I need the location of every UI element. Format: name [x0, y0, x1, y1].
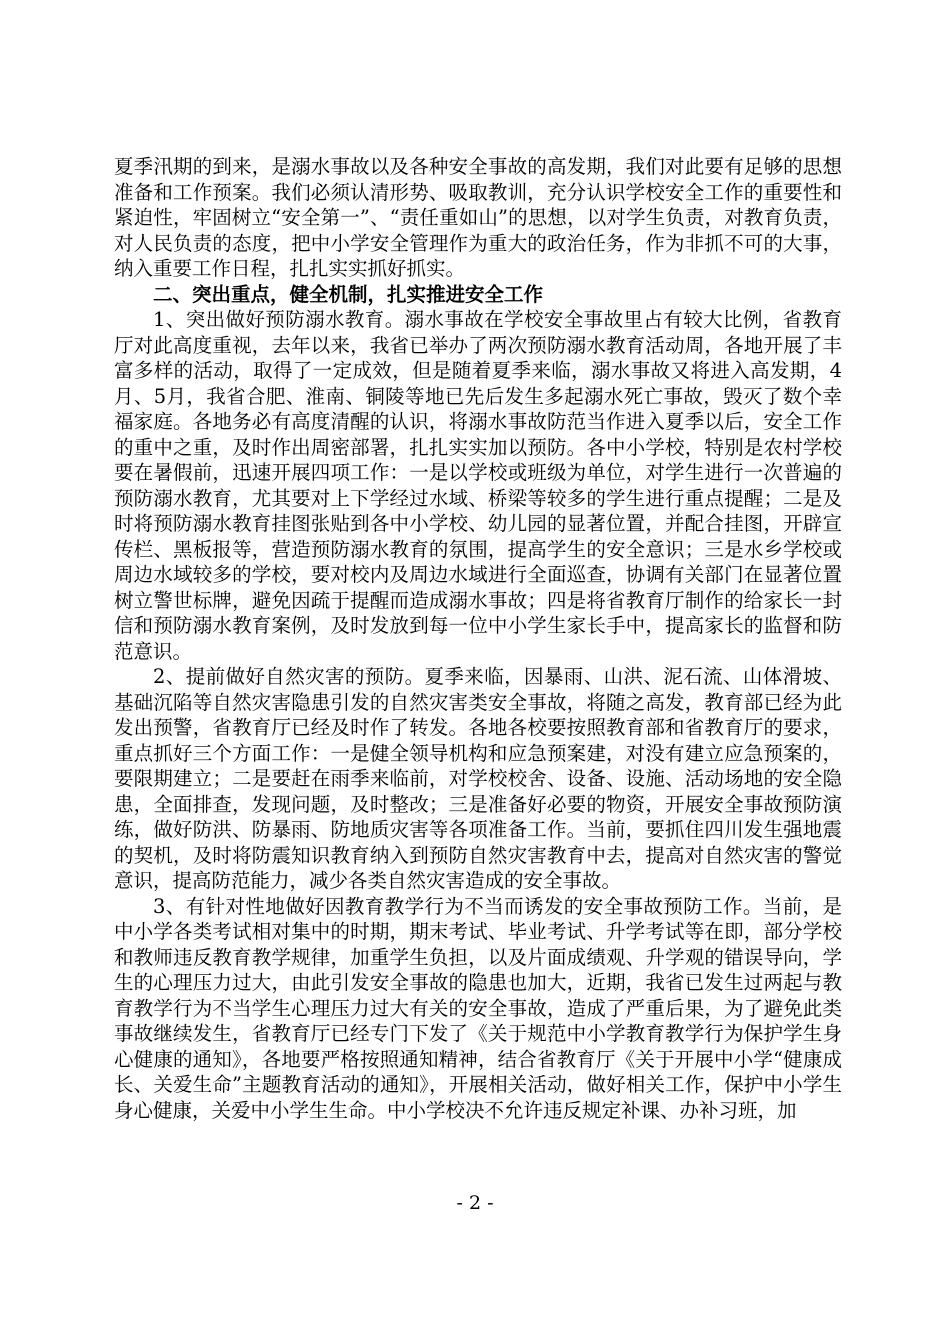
paragraph-teaching-behavior-prevention: 3、有针对性地做好因教育教学行为不当而诱发的安全事故预防工作。当前，是中小学各类考试相对集中的时期，期末考试、毕业考试、升学考试等在即，部分学校和教师违反教育教学规律，加重学生负担，以及片面成绩观、升学观的错误导向，学生的心理压力过大，由此引发安全事故的隐患也加大，近期，我省已发生过两起与教育教学行为不当学生心理压力过大有关的安全事故，造成了严重后果，为了避免此类事故继续发生，省教育厅已经专门下发了《关于规范中小学教育教学行为保护学生身心健康的通知》，各地要严格按照通知精神，结合省教育厅《关于开展中小学“健康成长、关爱生命”主题教育活动的通知》，开展相关活动，做好相关工作，保护中小学生身心健康，关爱中小学生生命。中小学校决不允许违反规定补课、办补习班，加: [114, 894, 842, 1122]
page-number: - 2 -: [456, 1192, 494, 1214]
document-body: [114, 154, 842, 1123]
section-heading: 二、突出重点，健全机制，扎实推进安全工作: [153, 282, 544, 306]
continuation-paragraph: 夏季汛期的到来，是溺水事故以及各种安全事故的高发期，我们对此要有足够的思想准备和工作预案。我们必须认清形势、吸取教训，充分认识学校安全工作的重要性和紧迫性，牢固树立“安全第一”、“责任重如山”的思想，以对学生负责，对教育负责，对人民负责的态度，把中小学安全管理作为重大的政治任务，作为非抓不可的大事，纳入重要工作日程，扎扎实实抓好抓实。: [114, 155, 842, 280]
paragraph-drowning-prevention: 1、突出做好预防溺水教育。溺水事故在学校安全事故里占有较大比例，省教育厅对此高度重视，去年以来，我省已举办了两次预防溺水教育活动周，各地开展了丰富多样的活动，取得了一定成效，但是随着夏季来临，溺水事故又将进入高发期，4月、5月，我省合肥、淮南、铜陵等地已先后发生多起溺水死亡事故，毁灭了数个幸福家庭。各地务必有高度清醒的认识，将溺水事故防范当作进入夏季以后，安全工作的重中之重，及时作出周密部署，扎扎实实加以预防。各中小学校，特别是农村学校要在暑假前，迅速开展四项工作：一是以学校或班级为单位，对学生进行一次普遍的预防溺水教育，尤其要对上下学经过水域、桥梁等较多的学生进行重点提醒；二是及时将预防溺水教育挂图张贴到各中小学校、幼儿园的显著位置，并配合挂图，开辟宣传栏、黑板报等，营造预防溺水教育的氛围，提高学生的安全意识；三是水乡学校或周边水域较多的学校，要对校内及周边水域进行全面巡查，协调有关部门在显著位置树立警世标牌，避免因疏于提醒而造成溺水事故；四是将省教育厅制作的给家长一封信和预防溺水教育案例，及时发放到每一位中小学生家长手中，提高家长的监督和防范意识。: [114, 308, 842, 663]
paragraph-natural-disaster-prevention: 2、提前做好自然灾害的预防。夏季来临，因暴雨、山洪、泥石流、山体滑坡、基础沉陷等自然灾害隐患引发的自然灾害类安全事故，将随之高发，教育部已经为此发出预警，省教育厅已经及时作了转发。各地各校要按照教育部和省教育厅的要求，重点抓好三个方面工作：一是健全领导机构和应急预案建，对没有建立应急预案的，要限期建立；二是要赶在雨季来临前，对学校校舍、设备、设施、活动场地的安全隐患，全面排查，发现问题，及时整改；三是准备好必要的物资，开展安全事故预防演练，做好防洪、防暴雨、防地质灾害等各项准备工作。当前，要抓住四川发生强地震的契机，及时将防震知识教育纳入到预防自然灾害教育中去，提高对自然灾害的警觉意识，提高防范能力，减少各类自然灾害造成的安全事故。: [114, 665, 842, 892]
